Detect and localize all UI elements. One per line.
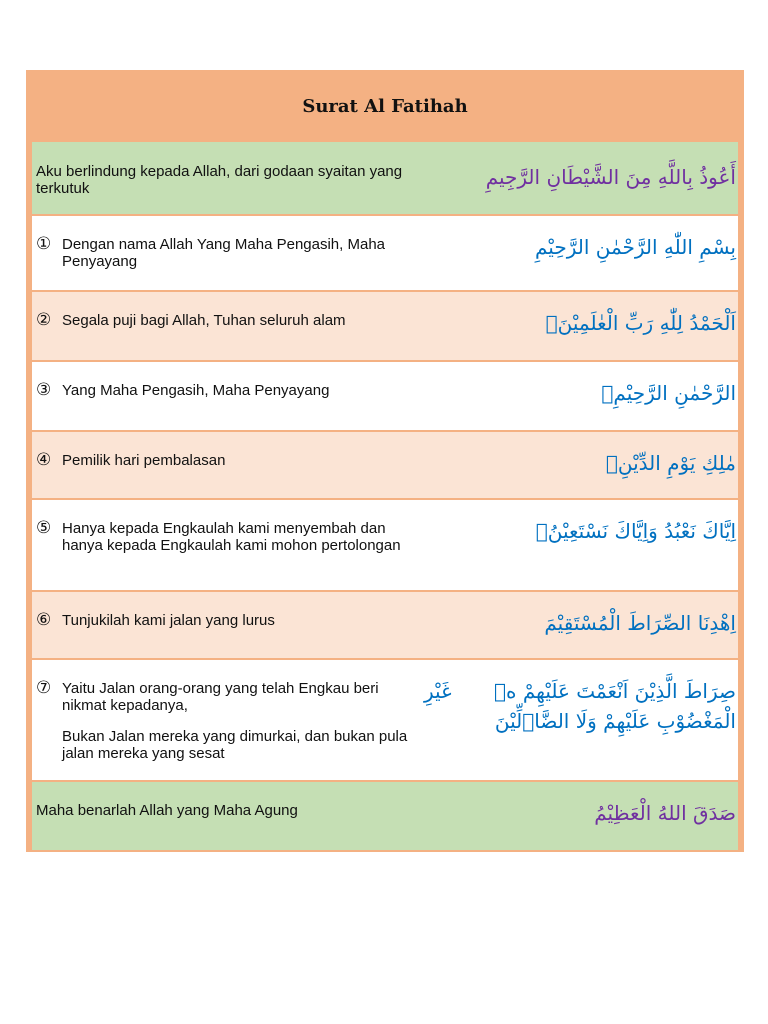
arabic-text: أَعُوذُ بِاللَّهِ مِنَ الشَّيْطَانِ الرَّجِيمِ	[485, 165, 736, 189]
translation-text: Pemilik hari pembalasan	[62, 452, 226, 469]
translation-text: Yang Maha Pengasih, Maha Penyayang	[62, 382, 330, 399]
table-row-verse-2	[32, 292, 738, 360]
translation-text: Segala puji bagi Allah, Tuhan seluruh alam	[62, 312, 346, 329]
translation-text: Dengan nama Allah Yang Maha Pengasih, Maha Penyayang	[62, 236, 386, 270]
arabic-text: صَدَقَ اللهُ الْعَظِيْمُ	[594, 801, 736, 825]
verse-number: ⑤	[36, 518, 52, 538]
translation-text: Aku berlindung kepada Allah, dari godaan syaitan yang terkutuk	[36, 163, 403, 197]
verse-number: ②	[36, 310, 52, 330]
table-row-verse-3	[32, 362, 738, 430]
arabic-text-aside: غَيْرِ	[424, 679, 452, 703]
arabic-text: بِسْمِ اللّٰهِ الرَّحْمٰنِ الرَّحِيْمِ	[534, 235, 736, 259]
table-row-verse-1	[32, 216, 738, 290]
arabic-text: اَلْحَمْدُ لِلّٰهِ رَبِّ الْعٰلَمِيْنَۙ	[545, 311, 736, 335]
verse-number: ③	[36, 380, 52, 400]
verse-number: ⑦	[36, 678, 52, 698]
arabic-text: اِهْدِنَا الصِّرَاطَ الْمُسْتَقِيْمَ	[544, 611, 736, 635]
translation-text-2: Bukan Jalan mereka yang dimurkai, dan bukan pula jalan mereka yang sesat	[62, 728, 408, 762]
translation-text: Yaitu Jalan orang-orang yang telah Engkau beri nikmat kepadanya,	[62, 680, 379, 714]
arabic-text: اِيَّاكَ نَعْبُدُ وَاِيَّاكَ نَسْتَعِيْنُۗ	[535, 519, 736, 543]
translation-text: Tunjukilah kami jalan yang lurus	[62, 612, 275, 629]
table-row-closing	[32, 782, 738, 850]
arabic-text: مٰلِكِ يَوْمِ الدِّيْنِۗ	[605, 451, 736, 475]
arabic-text: صِرَاطَ الَّذِيْنَ اَنْعَمْتَ عَلَيْهِمْ ەۙ	[493, 679, 736, 703]
table-row-taawwudz	[32, 142, 738, 214]
verse-number: ⑥	[36, 610, 52, 630]
arabic-text: الرَّحْمٰنِ الرَّحِيْمِۙ	[601, 381, 736, 405]
translation-text: Maha benarlah Allah yang Maha Agung	[36, 802, 298, 819]
table-row-verse-7	[32, 660, 738, 780]
arabic-text-2: الْمَغْضُوْبِ عَلَيْهِمْ وَلَا الضَّاۤلِّيْنَ	[494, 709, 736, 733]
translation-text: Hanya kepada Engkaulah kami menyembah dan hanya kepada Engkaulah kami mohon pertolongan	[62, 520, 401, 554]
verse-number: ④	[36, 450, 52, 470]
page-title: Surat Al Fatihah	[28, 72, 742, 140]
table-row-verse-4	[32, 432, 738, 498]
table-row-verse-6	[32, 592, 738, 658]
surah-table	[26, 70, 744, 852]
verse-number: ①	[36, 234, 52, 254]
table-row-verse-5	[32, 500, 738, 590]
